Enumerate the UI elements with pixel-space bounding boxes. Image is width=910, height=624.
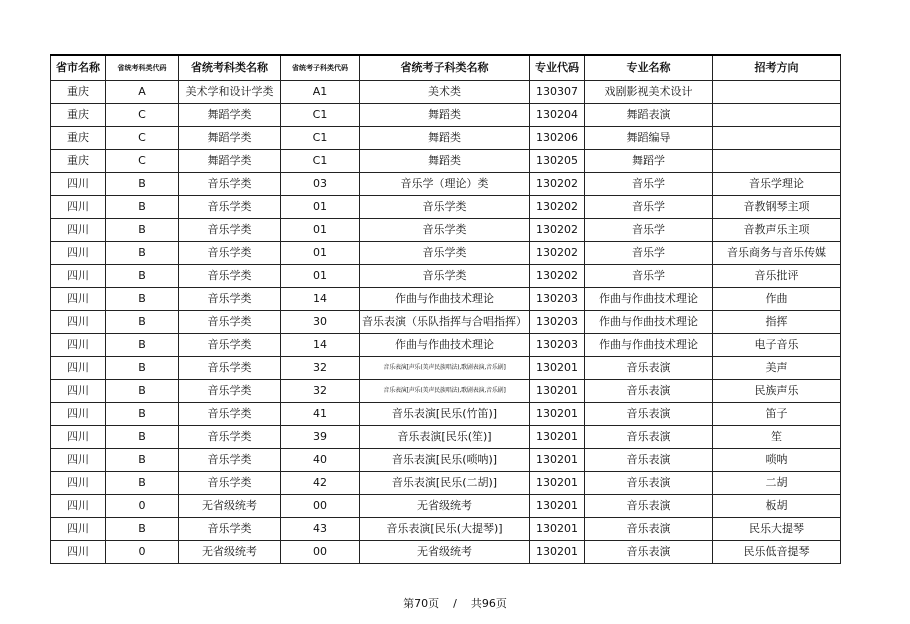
cell-major-name: 音乐表演 xyxy=(585,518,713,541)
cell-major-name: 音乐表演 xyxy=(585,449,713,472)
cell-subcategory-code: 01 xyxy=(281,196,360,219)
cell-subcategory-name: 音乐表演[民乐(二胡)] xyxy=(360,472,530,495)
cell-subcategory-code: 00 xyxy=(281,495,360,518)
cell-category-code: B xyxy=(106,449,179,472)
cell-category-name: 舞蹈学类 xyxy=(179,104,281,127)
cell-major-code: 130201 xyxy=(530,541,585,564)
cell-major-code: 130202 xyxy=(530,242,585,265)
cell-direction: 音教钢琴主项 xyxy=(713,196,841,219)
cell-category-name: 美术学和设计学类 xyxy=(179,81,281,104)
cell-province: 四川 xyxy=(51,472,106,495)
header-subcategory-code: 省统考子科类代码 xyxy=(281,55,360,81)
cell-subcategory-code: 40 xyxy=(281,449,360,472)
cell-major-code: 130201 xyxy=(530,403,585,426)
cell-category-code: B xyxy=(106,334,179,357)
cell-subcategory-code: 39 xyxy=(281,426,360,449)
cell-subcategory-name: 音乐表演[民乐(唢呐)] xyxy=(360,449,530,472)
cell-major-name: 音乐学 xyxy=(585,265,713,288)
cell-category-code: B xyxy=(106,242,179,265)
cell-category-name: 无省级统考 xyxy=(179,495,281,518)
table-row xyxy=(51,242,841,265)
cell-province: 四川 xyxy=(51,334,106,357)
cell-direction: 二胡 xyxy=(713,472,841,495)
cell-subcategory-name: 作曲与作曲技术理论 xyxy=(360,288,530,311)
cell-major-name: 音乐表演 xyxy=(585,495,713,518)
cell-subcategory-name: 音乐表演[民乐(笙)] xyxy=(360,426,530,449)
table-row xyxy=(51,173,841,196)
cell-subcategory-name: 作曲与作曲技术理论 xyxy=(360,334,530,357)
page-footer xyxy=(0,595,910,611)
cell-major-code: 130201 xyxy=(530,426,585,449)
cell-subcategory-name: 舞蹈类 xyxy=(360,127,530,150)
cell-direction: 电子音乐 xyxy=(713,334,841,357)
cell-category-code: B xyxy=(106,288,179,311)
table-header xyxy=(51,55,841,81)
cell-subcategory-code: 41 xyxy=(281,403,360,426)
table-row xyxy=(51,81,841,104)
cell-subcategory-code: 32 xyxy=(281,380,360,403)
cell-category-name: 舞蹈学类 xyxy=(179,150,281,173)
cell-major-name: 音乐学 xyxy=(585,173,713,196)
cell-subcategory-code: 03 xyxy=(281,173,360,196)
admissions-table xyxy=(50,54,841,564)
cell-category-code: B xyxy=(106,472,179,495)
cell-subcategory-name: 音乐学类 xyxy=(360,196,530,219)
cell-category-code: B xyxy=(106,219,179,242)
cell-province: 四川 xyxy=(51,495,106,518)
table-body xyxy=(51,81,841,564)
cell-major-code: 130202 xyxy=(530,196,585,219)
header-subcategory-name: 省统考子科类名称 xyxy=(360,55,530,81)
cell-province: 四川 xyxy=(51,265,106,288)
cell-province: 四川 xyxy=(51,403,106,426)
table-row xyxy=(51,403,841,426)
cell-subcategory-code: 00 xyxy=(281,541,360,564)
cell-major-name: 舞蹈学 xyxy=(585,150,713,173)
cell-major-name: 音乐表演 xyxy=(585,380,713,403)
cell-major-code: 130201 xyxy=(530,495,585,518)
cell-direction: 作曲 xyxy=(713,288,841,311)
cell-category-name: 音乐学类 xyxy=(179,219,281,242)
cell-major-name: 舞蹈编导 xyxy=(585,127,713,150)
table-row xyxy=(51,426,841,449)
cell-subcategory-code: A1 xyxy=(281,81,360,104)
cell-subcategory-code: C1 xyxy=(281,150,360,173)
cell-major-code: 130203 xyxy=(530,288,585,311)
cell-province: 四川 xyxy=(51,380,106,403)
table-row xyxy=(51,150,841,173)
cell-major-name: 音乐表演 xyxy=(585,541,713,564)
cell-subcategory-name: 音乐表演[民乐(大提琴)] xyxy=(360,518,530,541)
cell-province: 四川 xyxy=(51,426,106,449)
table-row xyxy=(51,265,841,288)
cell-category-name: 音乐学类 xyxy=(179,472,281,495)
table-row xyxy=(51,288,841,311)
cell-direction: 唢呐 xyxy=(713,449,841,472)
cell-category-code: B xyxy=(106,311,179,334)
cell-subcategory-name: 音乐表演[民乐(竹笛)] xyxy=(360,403,530,426)
cell-province: 重庆 xyxy=(51,104,106,127)
cell-province: 四川 xyxy=(51,311,106,334)
cell-category-code: 0 xyxy=(106,541,179,564)
cell-direction: 笙 xyxy=(713,426,841,449)
cell-major-code: 130204 xyxy=(530,104,585,127)
cell-category-code: C xyxy=(106,150,179,173)
cell-category-name: 音乐学类 xyxy=(179,380,281,403)
cell-category-name: 音乐学类 xyxy=(179,449,281,472)
cell-subcategory-name: 无省级统考 xyxy=(360,495,530,518)
header-province: 省市名称 xyxy=(51,55,106,81)
table-row xyxy=(51,541,841,564)
cell-subcategory-name: 音乐表演（乐队指挥与合唱指挥） xyxy=(360,311,530,334)
cell-direction: 民族声乐 xyxy=(713,380,841,403)
cell-subcategory-code: C1 xyxy=(281,104,360,127)
cell-province: 四川 xyxy=(51,173,106,196)
cell-subcategory-code: 01 xyxy=(281,265,360,288)
header-category-name: 省统考科类名称 xyxy=(179,55,281,81)
cell-direction: 音乐批评 xyxy=(713,265,841,288)
cell-category-code: B xyxy=(106,380,179,403)
table-row xyxy=(51,196,841,219)
cell-category-code: C xyxy=(106,127,179,150)
cell-major-code: 130202 xyxy=(530,173,585,196)
cell-province: 重庆 xyxy=(51,81,106,104)
table-row xyxy=(51,219,841,242)
header-direction: 招考方向 xyxy=(713,55,841,81)
table-row xyxy=(51,472,841,495)
cell-major-name: 作曲与作曲技术理论 xyxy=(585,311,713,334)
cell-major-name: 音乐学 xyxy=(585,196,713,219)
page-separator: / xyxy=(453,597,457,610)
cell-direction: 民乐大提琴 xyxy=(713,518,841,541)
cell-major-code: 130203 xyxy=(530,334,585,357)
cell-major-code: 130201 xyxy=(530,380,585,403)
cell-major-code: 130201 xyxy=(530,357,585,380)
table-row xyxy=(51,311,841,334)
table-row xyxy=(51,449,841,472)
cell-province: 四川 xyxy=(51,288,106,311)
cell-province: 四川 xyxy=(51,518,106,541)
header-row xyxy=(51,55,841,81)
table-row xyxy=(51,127,841,150)
cell-subcategory-name: 音乐表演[声乐(美声民族唱法),歌剧表演,音乐剧] xyxy=(360,380,530,403)
cell-major-name: 音乐表演 xyxy=(585,403,713,426)
cell-major-code: 130307 xyxy=(530,81,585,104)
cell-category-code: B xyxy=(106,265,179,288)
cell-subcategory-name: 舞蹈类 xyxy=(360,150,530,173)
table-row xyxy=(51,357,841,380)
cell-category-name: 音乐学类 xyxy=(179,196,281,219)
table-row xyxy=(51,334,841,357)
cell-direction: 音乐学理论 xyxy=(713,173,841,196)
cell-subcategory-name: 音乐学类 xyxy=(360,265,530,288)
cell-category-code: B xyxy=(106,357,179,380)
cell-major-name: 音乐表演 xyxy=(585,472,713,495)
cell-major-code: 130205 xyxy=(530,150,585,173)
cell-category-name: 音乐学类 xyxy=(179,265,281,288)
table-row xyxy=(51,380,841,403)
cell-major-code: 130202 xyxy=(530,265,585,288)
cell-major-name: 音乐表演 xyxy=(585,357,713,380)
table-row xyxy=(51,495,841,518)
cell-major-name: 音乐学 xyxy=(585,219,713,242)
cell-subcategory-code: 32 xyxy=(281,357,360,380)
cell-subcategory-name: 音乐学类 xyxy=(360,219,530,242)
cell-direction: 指挥 xyxy=(713,311,841,334)
cell-direction: 音乐商务与音乐传媒 xyxy=(713,242,841,265)
cell-category-name: 音乐学类 xyxy=(179,403,281,426)
cell-direction xyxy=(713,104,841,127)
table-row xyxy=(51,104,841,127)
cell-subcategory-name: 舞蹈类 xyxy=(360,104,530,127)
cell-province: 四川 xyxy=(51,196,106,219)
cell-category-name: 音乐学类 xyxy=(179,242,281,265)
cell-direction xyxy=(713,81,841,104)
cell-category-name: 舞蹈学类 xyxy=(179,127,281,150)
cell-direction: 板胡 xyxy=(713,495,841,518)
cell-category-name: 音乐学类 xyxy=(179,288,281,311)
cell-province: 重庆 xyxy=(51,150,106,173)
cell-major-code: 130201 xyxy=(530,472,585,495)
cell-subcategory-code: 43 xyxy=(281,518,360,541)
cell-category-name: 音乐学类 xyxy=(179,173,281,196)
cell-category-code: B xyxy=(106,426,179,449)
cell-major-code: 130201 xyxy=(530,449,585,472)
cell-major-code: 130203 xyxy=(530,311,585,334)
cell-category-code: A xyxy=(106,81,179,104)
cell-category-code: B xyxy=(106,403,179,426)
cell-category-name: 音乐学类 xyxy=(179,426,281,449)
page-number: 第70页 xyxy=(403,597,440,610)
cell-province: 四川 xyxy=(51,357,106,380)
cell-subcategory-code: C1 xyxy=(281,127,360,150)
cell-major-code: 130201 xyxy=(530,518,585,541)
cell-subcategory-code: 01 xyxy=(281,242,360,265)
cell-subcategory-code: 01 xyxy=(281,219,360,242)
cell-subcategory-code: 42 xyxy=(281,472,360,495)
cell-direction: 音教声乐主项 xyxy=(713,219,841,242)
header-major-code: 专业代码 xyxy=(530,55,585,81)
cell-direction: 美声 xyxy=(713,357,841,380)
cell-direction xyxy=(713,127,841,150)
table-row xyxy=(51,518,841,541)
cell-province: 四川 xyxy=(51,242,106,265)
cell-category-code: B xyxy=(106,518,179,541)
cell-major-name: 舞蹈表演 xyxy=(585,104,713,127)
cell-category-code: 0 xyxy=(106,495,179,518)
cell-major-name: 作曲与作曲技术理论 xyxy=(585,334,713,357)
cell-category-code: B xyxy=(106,173,179,196)
cell-category-name: 无省级统考 xyxy=(179,541,281,564)
cell-subcategory-name: 音乐学（理论）类 xyxy=(360,173,530,196)
cell-subcategory-code: 14 xyxy=(281,288,360,311)
cell-province: 四川 xyxy=(51,541,106,564)
cell-direction: 民乐低音提琴 xyxy=(713,541,841,564)
cell-major-code: 130206 xyxy=(530,127,585,150)
header-major-name: 专业名称 xyxy=(585,55,713,81)
cell-subcategory-name: 音乐学类 xyxy=(360,242,530,265)
cell-category-code: B xyxy=(106,196,179,219)
cell-province: 四川 xyxy=(51,449,106,472)
cell-subcategory-name: 无省级统考 xyxy=(360,541,530,564)
cell-major-name: 音乐学 xyxy=(585,242,713,265)
cell-direction xyxy=(713,150,841,173)
header-category-code: 省统考科类代码 xyxy=(106,55,179,81)
cell-major-name: 戏剧影视美术设计 xyxy=(585,81,713,104)
cell-subcategory-name: 音乐表演[声乐(美声民族唱法),歌剧表演,音乐剧] xyxy=(360,357,530,380)
cell-major-name: 作曲与作曲技术理论 xyxy=(585,288,713,311)
cell-subcategory-code: 14 xyxy=(281,334,360,357)
cell-category-code: C xyxy=(106,104,179,127)
page-total: 共96页 xyxy=(470,597,507,610)
cell-subcategory-code: 30 xyxy=(281,311,360,334)
cell-major-code: 130202 xyxy=(530,219,585,242)
cell-category-name: 音乐学类 xyxy=(179,311,281,334)
cell-category-name: 音乐学类 xyxy=(179,334,281,357)
cell-subcategory-name: 美术类 xyxy=(360,81,530,104)
cell-direction: 笛子 xyxy=(713,403,841,426)
cell-province: 四川 xyxy=(51,219,106,242)
cell-province: 重庆 xyxy=(51,127,106,150)
cell-category-name: 音乐学类 xyxy=(179,518,281,541)
cell-category-name: 音乐学类 xyxy=(179,357,281,380)
cell-major-name: 音乐表演 xyxy=(585,426,713,449)
